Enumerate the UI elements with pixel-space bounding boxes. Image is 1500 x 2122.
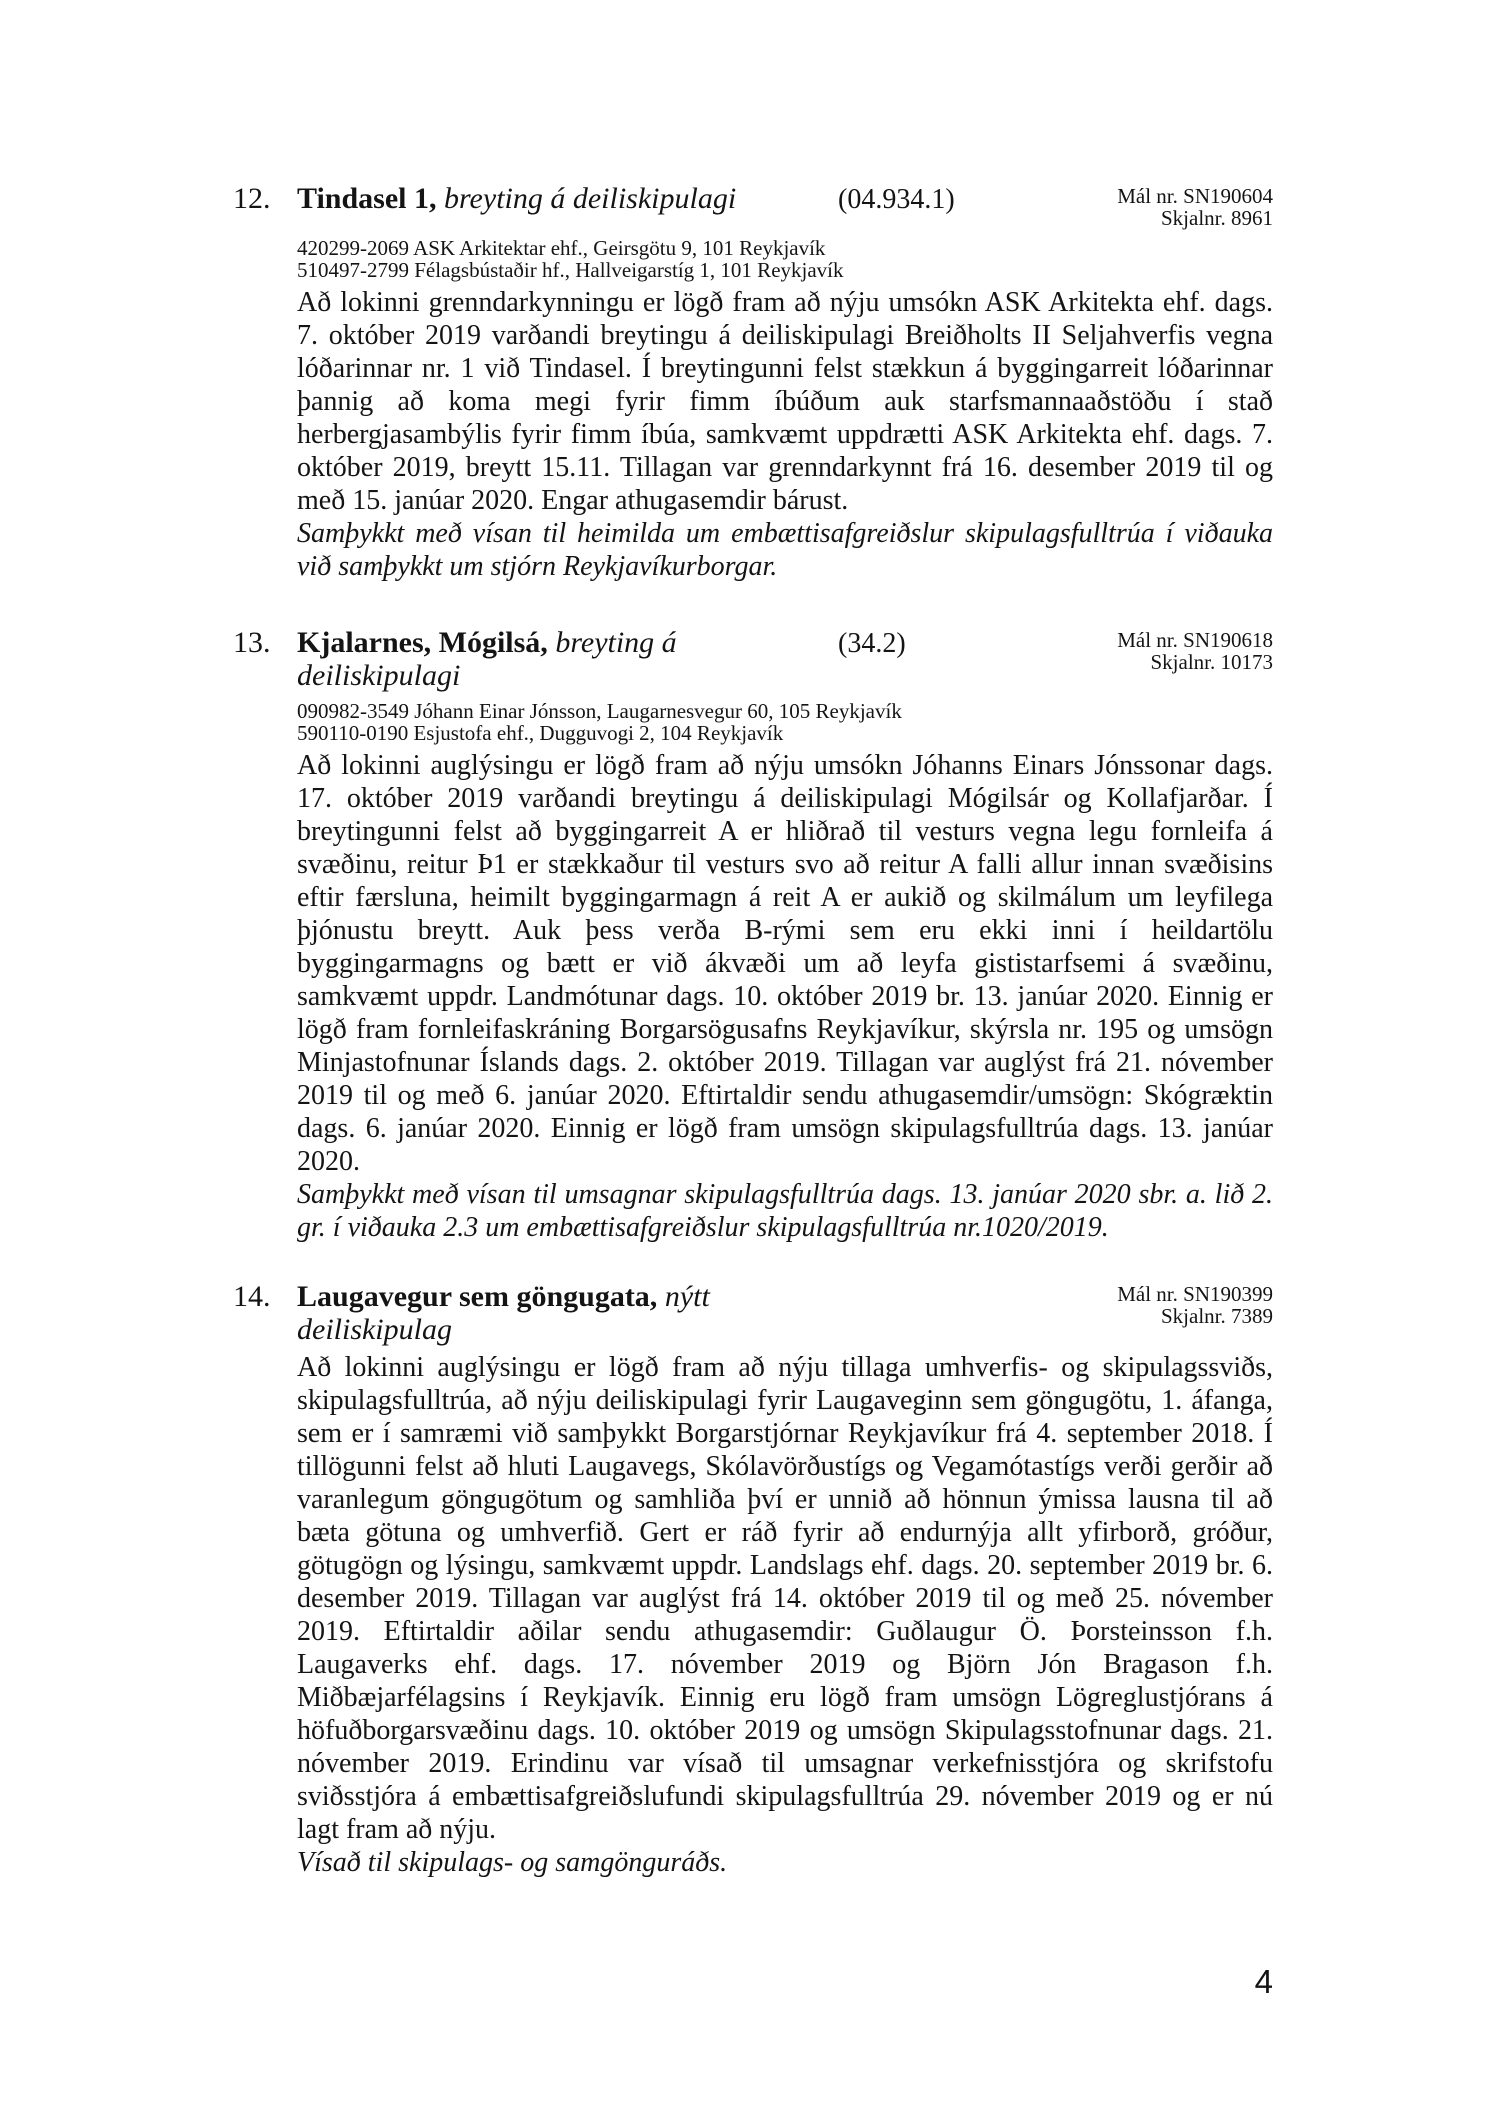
item-decision: Samþykkt með vísan til heimilda um embættisafgreiðslur skipulagsfulltrúa í viðauka við samþykkt um stjórn Reykjavíkurborgar. bbox=[297, 518, 1273, 582]
item-title-type: nýtt deiliskipulag bbox=[297, 1280, 710, 1346]
mal-number: Mál nr. SN190618 bbox=[1117, 628, 1273, 652]
item-header bbox=[233, 182, 1273, 229]
item-number: 13. bbox=[233, 626, 271, 659]
item-content bbox=[297, 237, 1273, 583]
item-content bbox=[297, 700, 1273, 1244]
address-line: 590110-0190 Esjustofa ehf., Dugguvogi 2, 104 Reykjavík bbox=[297, 721, 784, 745]
skjal-number: Skjalnr. 7389 bbox=[1160, 1304, 1273, 1328]
item-title-type: breyting á deiliskipulagi bbox=[444, 182, 737, 215]
item-title bbox=[297, 1280, 838, 1346]
skjal-number: Skjalnr. 8961 bbox=[1160, 206, 1273, 230]
address-line: 090982-3549 Jóhann Einar Jónsson, Laugarnesvegur 60, 105 Reykjavík bbox=[297, 699, 902, 723]
item-content bbox=[297, 1351, 1273, 1879]
case-code: (04.934.1) bbox=[838, 184, 955, 215]
item-body: Að lokinni grenndarkynningu er lögð fram að nýju umsókn ASK Arkitekta ehf. dags. 7. október 2019 varðandi breytingu á deiliskipulagi Breiðholts II Seljahverfis vegna lóðarinnar nr. 1 við Tindasel. Í breytingunni felst stækkun á byggingarreit lóðarinnar þannig að koma megi fyrir fimm íbúðum auk starfsmannaaðstöðu í stað herbergjasambýlis fyrir fimm íbúa, samkvæmt uppdrætti ASK Arkitekta ehf. dags. 7. október 2019, breytt 15.11. Tillagan var grenndarkynnt frá 16. desember 2019 til og með 15. janúar 2020. Engar athugasemdir bárust. bbox=[297, 287, 1273, 516]
reference-numbers bbox=[1117, 182, 1273, 229]
item-title bbox=[297, 626, 838, 692]
agenda-item-12 bbox=[233, 182, 1273, 583]
page-number: 4 bbox=[1254, 1963, 1273, 2000]
skjal-number: Skjalnr. 10173 bbox=[1150, 650, 1273, 674]
address-line: 510497-2799 Félagsbústaðir hf., Hallveigarstíg 1, 101 Reykjavík bbox=[297, 258, 844, 282]
item-number: 14. bbox=[233, 1280, 271, 1313]
agenda-item-14 bbox=[233, 1280, 1273, 1879]
item-title-type: breyting á deiliskipulagi bbox=[297, 626, 677, 692]
mal-number: Mál nr. SN190399 bbox=[1117, 1282, 1273, 1306]
case-code: (34.2) bbox=[838, 628, 906, 659]
reference-numbers bbox=[1117, 1280, 1273, 1327]
reference-numbers bbox=[1117, 626, 1273, 673]
item-header bbox=[233, 1280, 1273, 1346]
mal-number: Mál nr. SN190604 bbox=[1117, 184, 1273, 208]
item-title bbox=[297, 182, 838, 215]
item-decision: Samþykkt með vísan til umsagnar skipulagsfulltrúa dags. 13. janúar 2020 sbr. a. lið 2. gr. í viðauka 2.3 um embættisafgreiðslur skipulagsfulltrúa nr.1020/2019. bbox=[297, 1179, 1273, 1243]
item-title-name: Kjalarnes, Mógilsá, bbox=[297, 626, 548, 659]
applicant-addresses bbox=[297, 237, 1273, 281]
address-line: 420299-2069 ASK Arkitektar ehf., Geirsgötu 9, 101 Reykjavík bbox=[297, 236, 826, 260]
item-number: 12. bbox=[233, 182, 271, 215]
applicant-addresses bbox=[297, 700, 1273, 744]
item-decision: Vísað til skipulags- og samgönguráðs. bbox=[297, 1847, 728, 1878]
item-body: Að lokinni auglýsingu er lögð fram að nýju tillaga umhverfis- og skipulagssviðs, skipulagsfulltrúa, að nýju deiliskipulagi fyrir Laugaveginn sem göngugötu, 1. áfanga, sem er í samræmi við samþykkt Borgarstjórnar Reykjavíkur frá 4. september 2018. Í tillögunni felst að hluti Laugavegs, Skólavörðustígs og Vegamótastígs verði gerðir að varanlegum göngugötum og samhliða því er unnið að hönnun ýmissa lausna til að bæta götuna og umhverfið. Gert er ráð fyrir að endurnýja allt yfirborð, gróður, götugögn og lýsingu, samkvæmt uppdr. Landslags ehf. dags. 20. september 2019 br. 6. desember 2019. Tillagan var auglýst frá 14. október 2019 til og með 25. nóvember 2019. Eftirtaldir aðilar sendu athugasemdir: Guðlaugur Ö. Þorsteinsson f.h. Laugaverks ehf. dags. 17. nóvember 2019 og Björn Jón Bragason f.h. Miðbæjarfélagsins í Reykjavík. Einnig eru lögð fram umsögn Lögreglustjórans á höfuðborgarsvæðinu dags. 10. október 2019 og umsögn Skipulagsstofnunar dags. 21. nóvember 2019. Erindinu var vísað til umsagnar verkefnisstjóra og skrifstofu sviðsstjóra á embættisafgreiðslufundi skipulagsfulltrúa 29. nóvember 2019 og er nú lagt fram að nýju. bbox=[297, 1352, 1273, 1845]
item-header bbox=[233, 626, 1273, 692]
item-title-name: Tindasel 1, bbox=[297, 182, 437, 215]
item-title-name: Laugavegur sem göngugata, bbox=[297, 1280, 658, 1313]
item-body: Að lokinni auglýsingu er lögð fram að nýju umsókn Jóhanns Einars Jónssonar dags. 17. október 2019 varðandi breytingu á deiliskipulagi Mógilsár og Kollafjarðar. Í breytingunni felst að byggingarreit A er hliðrað til vesturs vegna legu fornleifa á svæðinu, reitur Þ1 er stækkaður til vesturs svo að reitur A falli allur innan svæðisins eftir færsluna, heimilt byggingarmagn á reit A er aukið og skilmálum um leyfilega þjónustu breytt. Auk þess verða B-rými sem eru ekki inni í heildartölu byggingarmagns og bætt er við ákvæði um að leyfa gististarfsemi á svæðinu, samkvæmt uppdr. Landmótunar dags. 10. október 2019 br. 13. janúar 2020. Einnig er lögð fram fornleifaskráning Borgarsögusafns Reykjavíkur, skýrsla nr. 195 og umsögn Minjastofnunar Íslands dags. 2. október 2019. Tillagan var auglýst frá 21. nóvember 2019 til og með 6. janúar 2020. Eftirtaldir sendu athugasemdir/umsögn: Skógræktin dags. 6. janúar 2020. Einnig er lögð fram umsögn skipulagsfulltrúa dags. 13. janúar 2020. bbox=[297, 750, 1273, 1177]
agenda-item-13 bbox=[233, 626, 1273, 1244]
